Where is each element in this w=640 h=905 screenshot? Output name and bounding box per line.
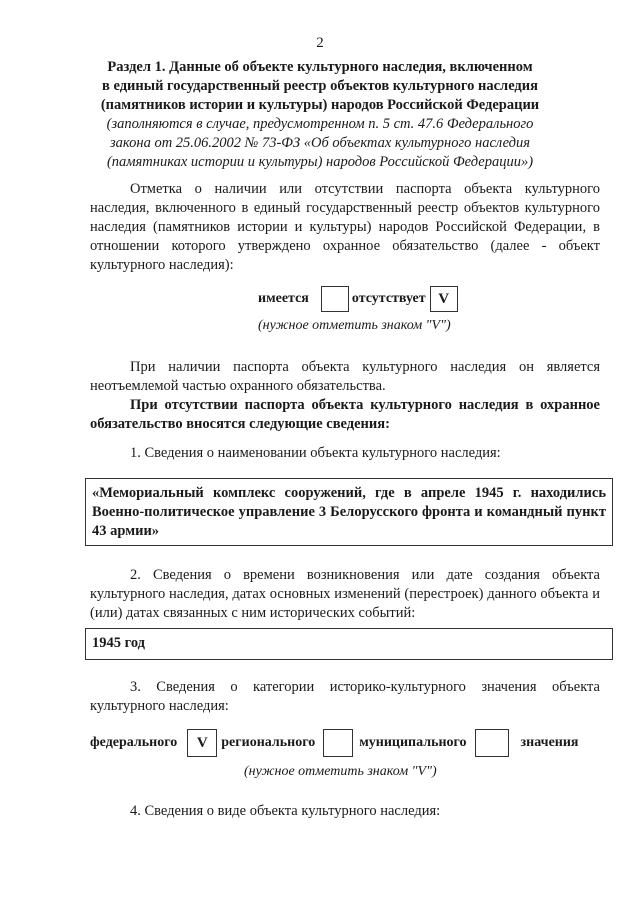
municipal-label: муниципального xyxy=(359,735,467,750)
passport-absent-label: отсутствует xyxy=(351,291,426,306)
passport-absent-checkbox[interactable]: V xyxy=(430,286,458,312)
passport-paragraph: Отметка о наличии или отсутствии паспорта объекта культурного наследия, включенного в единый государственный реестр объектов культурного наследия (памятников истории и культуры) народов Российской Федерации, в отношении которого утверждено охранное обязательство (далее - объект культурного наследия): xyxy=(90,181,600,273)
passport-options xyxy=(258,286,458,312)
heading-line: в единый государственный реестр объектов культурного наследия xyxy=(102,78,538,94)
page-number: 2 xyxy=(316,35,324,51)
category-suffix: значения xyxy=(520,735,579,750)
regional-label: регионального xyxy=(221,735,316,750)
item-2-value-box: 1945 год xyxy=(85,628,613,660)
heading-note-line: закона от 25.06.2002 № 73-ФЗ «Об объектах культурного наследия xyxy=(109,135,530,151)
item-3-label: 3. Сведения о категории историко-культурного значения объекта культурного наследия: xyxy=(90,679,600,714)
absent-info-paragraph: При отсутствии паспорта объекта культурного наследия в охранное обязательство вносятся следующие сведения: xyxy=(90,397,600,432)
item-1-label: 1. Сведения о наименовании объекта культурного наследия: xyxy=(130,445,501,461)
heading-line: (памятников истории и культуры) народов Российской Федерации xyxy=(100,97,540,113)
passport-mark-note: (нужное отметить знаком "V") xyxy=(258,318,451,333)
municipal-checkbox[interactable] xyxy=(475,729,509,757)
category-mark-note: (нужное отметить знаком "V") xyxy=(244,764,437,779)
item-4-label: 4. Сведения о виде объекта культурного наследия: xyxy=(130,803,441,819)
passport-has-label: имеется xyxy=(258,291,309,306)
heading-note-line: (памятниках истории и культуры) народов Российской Федерации») xyxy=(106,154,534,170)
category-options xyxy=(90,729,579,757)
passport-part-paragraph: При наличии паспорта объекта культурного наследия он является неотъемлемой частью охранного обязательства. xyxy=(90,359,600,394)
federal-checkbox[interactable]: V xyxy=(187,729,217,757)
item-2-label: 2. Сведения о времени возникновения или дате создания объекта культурного наследия, датах основных изменений (перестроек) данного объекта и (или) датах связанных с ним исторических событий: xyxy=(90,567,600,621)
heading-line: Раздел 1. Данные об объекте культурного наследия, включенном xyxy=(107,59,533,75)
section-heading xyxy=(60,58,580,172)
passport-has-checkbox[interactable] xyxy=(321,286,349,312)
heading-note-line: (заполняются в случае, предусмотренном п. 5 ст. 47.6 Федерального xyxy=(106,116,534,132)
item-1-value-box: «Мемориальный комплекс сооружений, где в апреле 1945 г. находились Военно-политическое управление 3 Белорусского фронта и командный пункт 43 армии» xyxy=(85,478,613,546)
regional-checkbox[interactable] xyxy=(323,729,353,757)
federal-label: федерального xyxy=(90,735,178,750)
